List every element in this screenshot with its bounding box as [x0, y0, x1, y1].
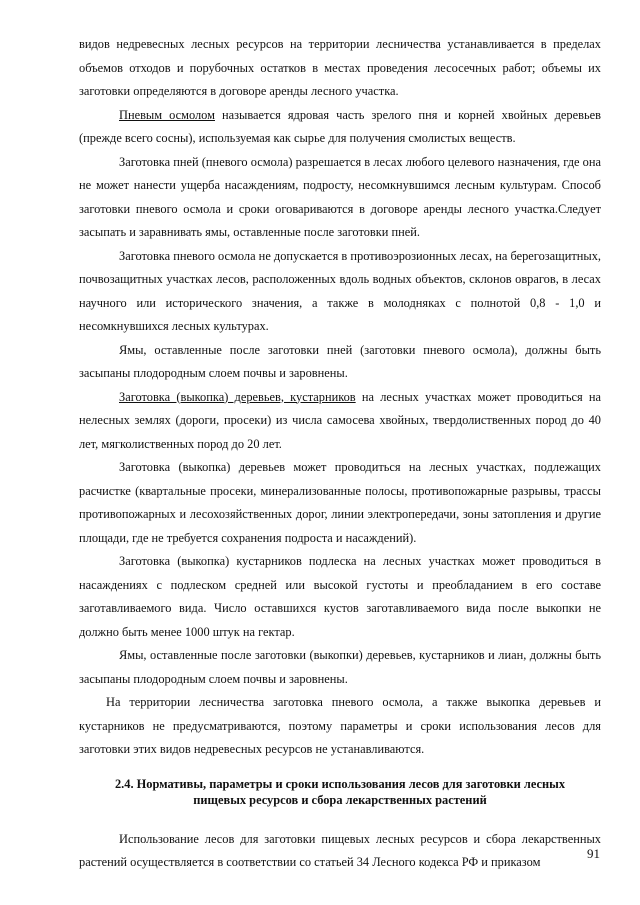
paragraph-harvesting-restrictions: Заготовка пневого осмола не допускается в противоэрозионных лесах, на берегозащитных, почвозащитных участках лесов, расположенных вдоль водных объектов, склонов оврагов, в лесах научного или исторического значения, а также в молодняках с полнотой 0,8 - 1,0 и несомкнувшихся лесных культурах. — [79, 248, 601, 333]
paragraph-trees-shrubs-digging — [79, 386, 601, 457]
paragraph-text: называется ядровая часть зрелого пня и корней хвойных деревьев (прежде всего сосны), используемая как сырье для получения смолистых веществ. — [79, 107, 601, 145]
paragraph-pits-filling: Ямы, оставленные после заготовки пней (заготовки пневого осмола), должны быть засыпаны плодородным слоем почвы и заровнены. — [79, 342, 601, 380]
underlined-term: Пневым осмолом — [119, 107, 215, 122]
paragraph-shrub-digging: Заготовка (выкопка) кустарников подлеска на лесных участках может проводиться в насаждениях с подлеском средней или высокой густоты и преобладанием в его составе заготавливаемого вида. Число оставшихся кустов заготавливаемого вида после выкопки не должно быть менее 1000 штук на гектар. — [79, 554, 601, 639]
section-heading-line1: 2.4. Нормативы, параметры и сроки использования лесов для заготовки лесных — [114, 776, 566, 791]
paragraph-continuation: видов недревесных лесных ресурсов на территории лесничества устанавливается в пределах объемов отходов и порубочных остатков в местах проведения лесосечных работ; объемы их заготовки определяются в договоре аренды лесного участка. — [79, 37, 601, 98]
paragraph-stump-harvesting: Заготовка пней (пневого осмола) разрешается в лесах любого целевого назначения, где она не может нанести ущерба насаждениям, подросту, несомкнувшимся лесным культурам. Способ заготовки пневого осмола и сроки оговариваются в договоре аренды лесного участка.Следует засыпать и заравнивать ямы, оставленные после заготовки пней. — [79, 154, 601, 239]
section-heading-line2: пищевых ресурсов и сбора лекарственных растений — [193, 792, 487, 807]
paragraph-text: на лесных участках может проводиться на нелесных землях (дороги, просеки) из числа самосева хвойных, твердолиственных пород до 40 лет, мягколиственных пород до 20 лет. — [79, 389, 601, 451]
paragraph-tree-digging-areas: Заготовка (выкопка) деревьев может проводиться на лесных участках, подлежащих расчистке (квартальные просеки, минерализованные полосы, противопожарные разрывы, трассы противопожарных и лесохозяйственных дорог, линии электропередачи, зоны затопления и другие площади, где не требуется сохранения подроста и насаждений). — [79, 460, 601, 545]
section-heading — [79, 776, 601, 808]
paragraph-pits-after-digging: Ямы, оставленные после заготовки (выкопки) деревьев, кустарников и лиан, должны быть засыпаны плодородным слоем почвы и заровнены. — [79, 648, 601, 686]
paragraph-not-provided: На территории лесничества заготовка пневого осмола, а также выкопка деревьев и кустарников не предусматриваются, поэтому параметры и сроки использования лесов для заготовки этих видов недревесных ресурсов не устанавливаются. — [79, 695, 601, 756]
paragraph-food-resources: Использование лесов для заготовки пищевых лесных ресурсов и сбора лекарственных растений осуществляется в соответствии со статьей 34 Лесного кодекса РФ и приказом — [79, 831, 601, 869]
underlined-term: Заготовка (выкопка) деревьев, кустарников — [119, 389, 356, 404]
document-body — [79, 33, 601, 875]
paragraph-pnevoy-osmol-definition — [79, 104, 601, 151]
page-number: 91 — [587, 846, 600, 861]
